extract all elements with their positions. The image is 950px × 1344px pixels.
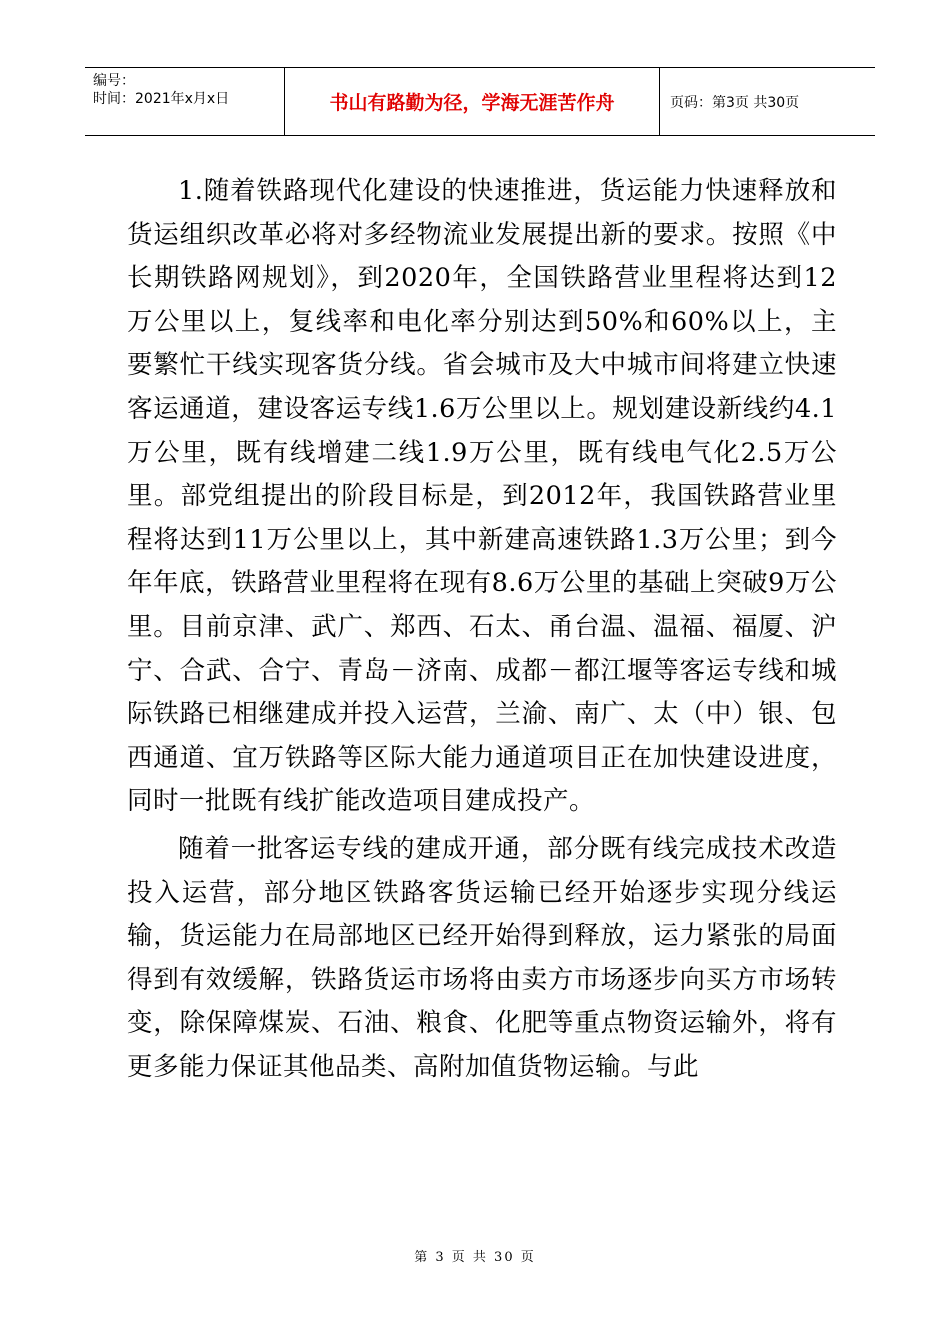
header-motto-cell bbox=[285, 68, 660, 135]
body-paragraph-2: 随着一批客运专线的建成开通，部分既有线完成技术改造投入运营，部分地区铁路客货运输已经开始逐步实现分线运输，货运能力在局部地区已经开始得到释放，运力紧张的局面得到有效缓解，铁路货运市场将由卖方市场逐步向买方市场转变，除保障煤炭、石油、粮食、化肥等重点物资运输外，将有更多能力保证其他品类、高附加值货物运输。与此 bbox=[127, 833, 837, 1082]
header-page-number: 页码：第3页 共30页 bbox=[670, 94, 800, 111]
document-body bbox=[127, 170, 837, 1089]
footer-page-number: 第 3 页 共 30 页 bbox=[414, 1250, 536, 1265]
header-motto: 书山有路勤为径，学海无涯苦作舟 bbox=[329, 92, 615, 114]
header-page-cell bbox=[660, 68, 875, 135]
document-number-label: 编号： bbox=[93, 73, 135, 89]
page-footer bbox=[0, 1246, 950, 1265]
page-header bbox=[85, 67, 875, 136]
header-meta-cell bbox=[85, 68, 285, 135]
document-time-label: 时间：2021年x月x日 bbox=[93, 91, 230, 107]
body-paragraph-1: 1.随着铁路现代化建设的快速推进，货运能力快速释放和货运组织改革必将对多经物流业发展提出新的要求。按照《中长期铁路网规划》，到2020年，全国铁路营业里程将达到12万公里以上，复线率和电化率分别达到50%和60%以上，主要繁忙干线实现客货分线。省会城市及大中城市间将建立快速客运通道，建设客运专线1.6万公里以上。规划建设新线约4.1万公里，既有线增建二线1.9万公里，既有线电气化2.5万公里。部党组提出的阶段目标是，到2012年，我国铁路营业里程将达到11万公里以上，其中新建高速铁路1.3万公里；到今年年底，铁路营业里程将在现有8.6万公里的基础上突破9万公里。目前京津、武广、郑西、石太、甬台温、温福、福厦、沪宁、合武、合宁、青岛－济南、成都－都江堰等客运专线和城际铁路已相继建成并投入运营，兰渝、南广、太（中）银、包西通道、宜万铁路等区际大能力通道项目正在加快建设进度，同时一批既有线扩能改造项目建成投产。 bbox=[127, 176, 837, 817]
